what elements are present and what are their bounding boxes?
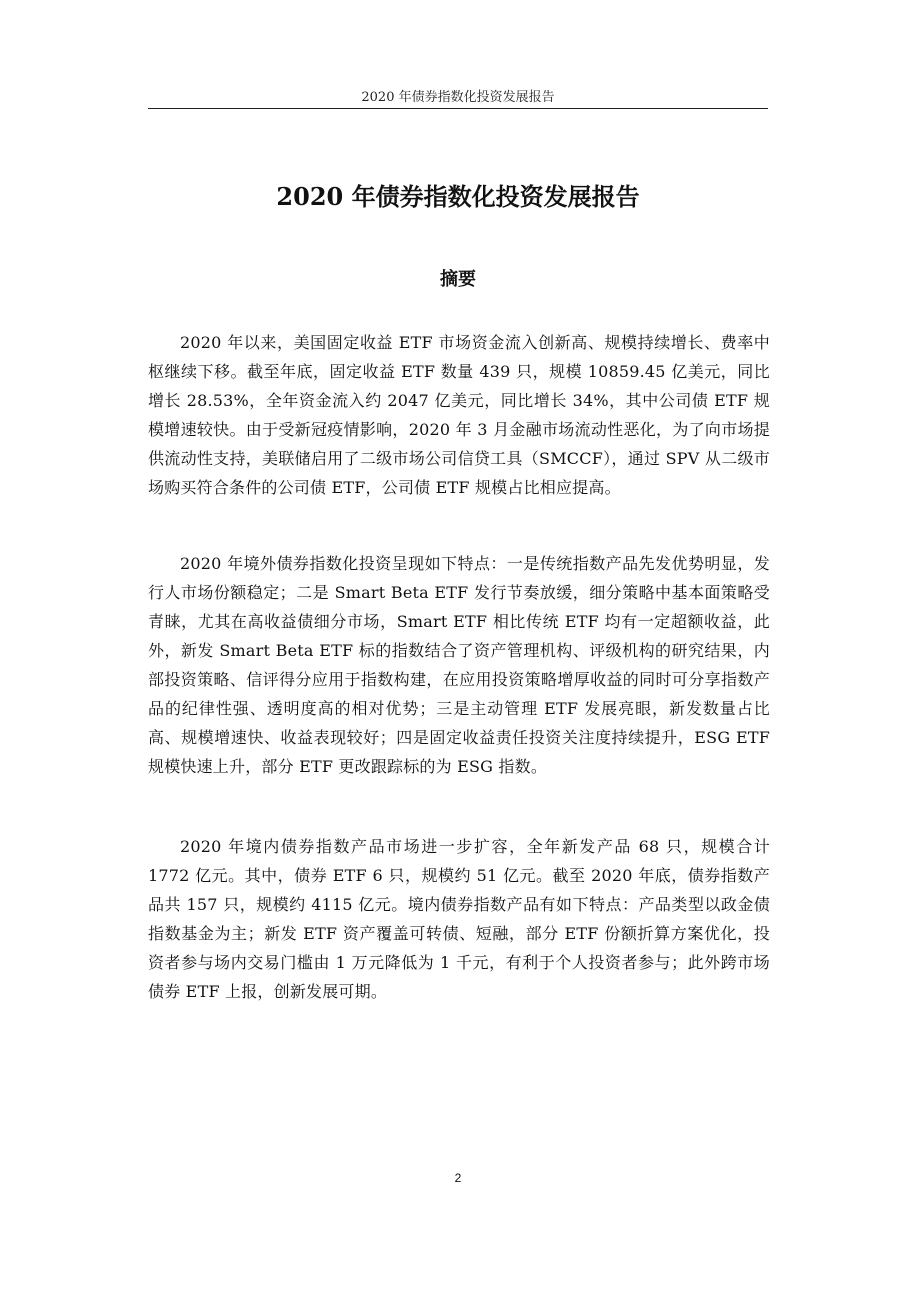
abstract-paragraph-1: 2020 年以来，美国固定收益 ETF 市场资金流入创新高、规模持续增长、费率中枢继续下移。截至年底，固定收益 ETF 数量 439 只，规模 10859.45 亿美元，同比增长 28.53%，全年资金流入约 2047 亿美元，同比增长 34%，其中公司债 ETF 规模增速较快。由于受新冠疫情影响，2020 年 3 月金融市场流动性恶化，为了向市场提供流动性支持，美联储启用了二级市场公司信贷工具（SMCCF），通过 SPV 从二级市场购买符合条件的公司债 ETF，公司债 ETF 规模占比相应提高。 [148, 333, 770, 497]
abstract-paragraph-3: 2020 年境内债券指数产品市场进一步扩容，全年新发产品 68 只，规模合计 1772 亿元。其中，债券 ETF 6 只，规模约 51 亿元。截至 2020 年底，债券指数产品共 157 只，规模约 4115 亿元。境内债券指数产品有如下特点：产品类型以政金债指数基金为主；新发 ETF 资产覆盖可转债、短融，部分 ETF 份额折算方案优化，投资者参与场内交易门槛由 1 万元降低为 1 千元，有利于个人投资者参与；此外跨市场债券 ETF 上报，创新发展可期。 [148, 837, 770, 1001]
abstract-heading: 摘要 [440, 269, 476, 290]
running-header: 2020 年债券指数化投资发展报告 [361, 90, 555, 105]
header-rule [148, 108, 768, 109]
document-title: 2020 年债券指数化投资发展报告 [276, 182, 640, 211]
abstract-paragraph-2: 2020 年境外债券指数化投资呈现如下特点：一是传统指数产品先发优势明显，发行人市场份额稳定；二是 Smart Beta ETF 发行节奏放缓，细分策略中基本面策略受青睐，尤其在高收益债细分市场，Smart ETF 相比传统 ETF 均有一定超额收益，此外，新发 Smart Beta ETF 标的指数结合了资产管理机构、评级机构的研究结果，内部投资策略、信评得分应用于指数构建，在应用投资策略增厚收益的同时可分享指数产品的纪律性强、透明度高的相对优势；三是主动管理 ETF 发展亮眼，新发数量占比高、规模增速快、收益表现较好；四是固定收益责任投资关注度持续提升，ESG ETF 规模快速上升，部分 ETF 更改跟踪标的为 ESG 指数。 [148, 554, 770, 776]
page-number: 2 [454, 1171, 462, 1185]
